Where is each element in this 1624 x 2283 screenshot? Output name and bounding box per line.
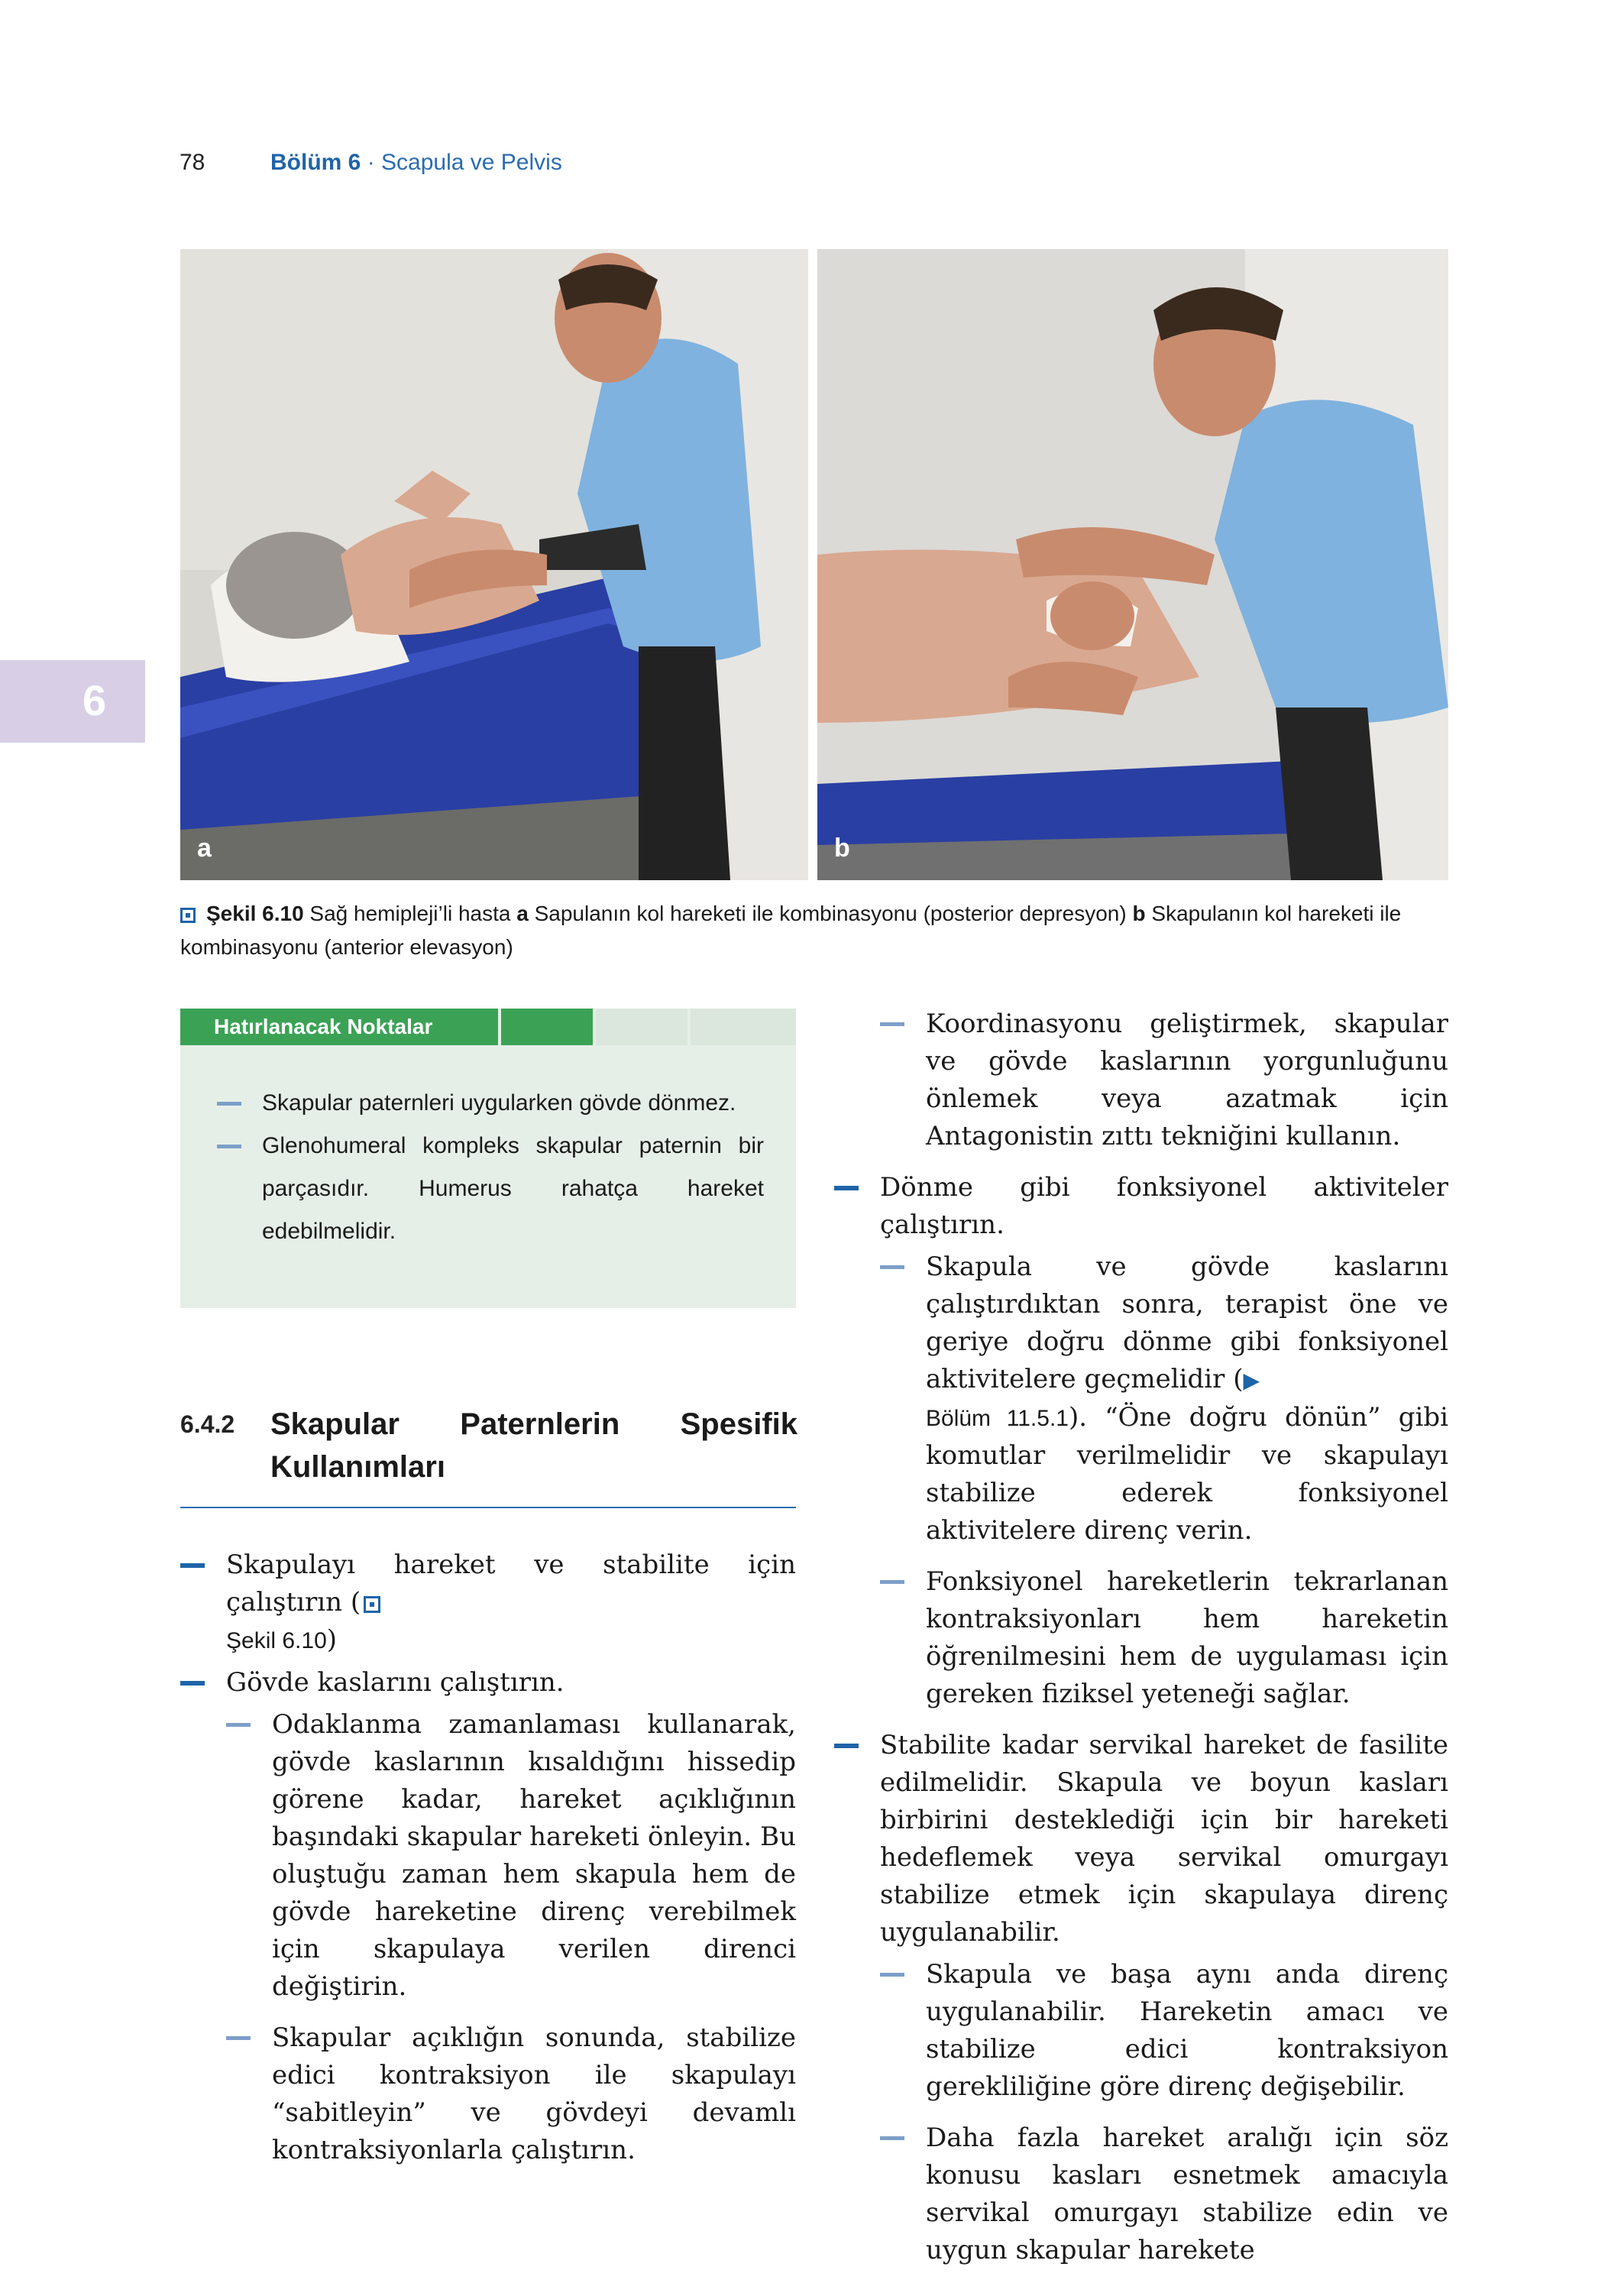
dash-bullet-icon [217, 1145, 241, 1148]
list-item: Daha fazla hareket aralığı için söz konusu kasları esnetmek amacıyla servikal omurgayı stabilize edin ve uygun skapular harekete [834, 2119, 1448, 2269]
caption-panel-b: b [1132, 902, 1146, 925]
figure-reference-link[interactable]: Şekil 6.10 [226, 1628, 327, 1653]
right-column [834, 1005, 1448, 2283]
figure-ref-icon [364, 1596, 380, 1613]
chapter-label: Bölüm 6 [270, 150, 361, 175]
dash-bullet-icon [880, 1022, 904, 1026]
page-number: 78 [180, 150, 205, 175]
running-head-separator: · [361, 150, 382, 175]
caption-panel-a-text: Sapulanın kol hareketi ile kombinasyonu (posterior depresyon) [528, 902, 1133, 925]
list-item: Dönme gibi fonksiyonel aktiviteler çalıştırın. [834, 1169, 1448, 1244]
dash-bullet-icon [180, 1563, 205, 1568]
list-item: Glenohumeral kompleks skapular paternin bir parçasıdır. Humerus rahatça hareket edebilmelidir. [180, 1125, 796, 1253]
list-item: Skapula ve başa aynı anda direnç uygulanabilir. Hareketin amacı ve stabilize edici kontraksiyon gerekliliğine göre direnç değişebilir. [834, 1956, 1448, 2106]
dash-bullet-icon [226, 2036, 251, 2040]
list-item: Odaklanma zamanlaması kullanarak, gövde kaslarının kısaldığını hissedip görene kadar, hareket açıklığının başındaki skapular hareketi önleyin. Bu oluştuğu zaman hem skapula hem de gövde hareketine direnç verebilmek için skapulaya verilen direnci değiştirin. [180, 1706, 796, 2006]
list-item: Koordinasyonu geliştirmek, skapular ve gövde kaslarının yorgunluğunu önlemek veya azatmak için Antagonistin zıttı tekniğini kullanın. [834, 1005, 1448, 1155]
dash-bullet-icon [880, 2136, 904, 2140]
section-title: Skapular Paternlerin Spesifik Kullanımları [270, 1407, 797, 1484]
left-column [180, 1546, 796, 2183]
remember-box-list [180, 1082, 796, 1253]
list-item: Gövde kaslarını çalıştırın. [180, 1664, 796, 1702]
section-number: 6.4.2 [180, 1410, 235, 1438]
list-item: Skapular açıklığın sonunda, stabilize edici kontraksiyon ile skapulayı “sabitleyin” ve gövdeyi devamlı kontraksiyonlarla çalıştırın. [180, 2019, 796, 2169]
remember-box-title: Hatırlanacak Noktalar [214, 1015, 433, 1038]
caption-panel-b-text: Skapulanın kol hareketi ile kombinasyonu (anterior elevasyon) [180, 902, 1402, 959]
dash-bullet-icon [180, 1681, 205, 1686]
panel-a-label: a [197, 834, 212, 863]
figure-photo-b [817, 249, 1448, 880]
dash-bullet-icon [880, 1580, 904, 1584]
section-ref-arrow-icon: ▶ [1243, 1368, 1260, 1393]
remember-box-header [180, 1009, 796, 1045]
dash-bullet-icon [217, 1102, 241, 1106]
dash-bullet-icon [226, 1723, 251, 1727]
dash-bullet-icon [880, 1265, 904, 1269]
caption-figure-id: Şekil 6.10 [206, 902, 304, 925]
photo-b-illustration [817, 249, 1448, 880]
section-divider [180, 1507, 796, 1508]
chapter-tab [0, 660, 145, 743]
running-head [270, 150, 562, 176]
list-item: Stabilite kadar servikal hareket de fasilite edilmelidir. Skapula ve boyun kasları birbirini desteklediği için bir hareketi hedeflemek veya servikal omurgayı stabilize etmek için skapulaya direnç uygulanabilir. [834, 1727, 1448, 1951]
panel-b-label: b [834, 834, 850, 863]
dash-bullet-icon [834, 1744, 859, 1748]
figure-icon [180, 908, 196, 923]
figure-photo-a [180, 249, 808, 880]
chapter-title: Scapula ve Pelvis [381, 150, 562, 175]
dash-bullet-icon [834, 1186, 859, 1190]
list-item: Skapular paternleri uygularken gövde dönmez. [180, 1082, 796, 1125]
remember-box [180, 1009, 796, 1308]
caption-panel-a: a [516, 902, 529, 925]
photo-a-illustration [180, 249, 808, 880]
list-item: Skapulayı hareket ve stabilite için çalıştırın ( Şekil 6.10) [180, 1546, 796, 1660]
list-item: Skapula ve gövde kaslarını çalıştırdıktan sonra, terapist öne ve geriye doğru dönme gibi fonksiyonel aktivitelere geçmelidir (▶ Bölüm 11.5.1). “Öne doğru dönün” gibi komutlar verilmelidir ve skapulayı stabilize ederek fonksiyonel aktivitelere direnç verin. [834, 1248, 1448, 1550]
list-item: Fonksiyonel hareketlerin tekrarlanan kontraksiyonları hem hareketin öğrenilmesini hem de uygulaması için gereken fiziksel yeteneği sağlar. [834, 1563, 1448, 1713]
chapter-tab-number: 6 [82, 676, 107, 724]
caption-intro: Sağ hemipleji’li hasta [303, 902, 517, 925]
dash-bullet-icon [880, 1973, 904, 1977]
section-reference-link[interactable]: Bölüm 11.5.1 [926, 1406, 1069, 1431]
figure-caption [180, 897, 1448, 964]
